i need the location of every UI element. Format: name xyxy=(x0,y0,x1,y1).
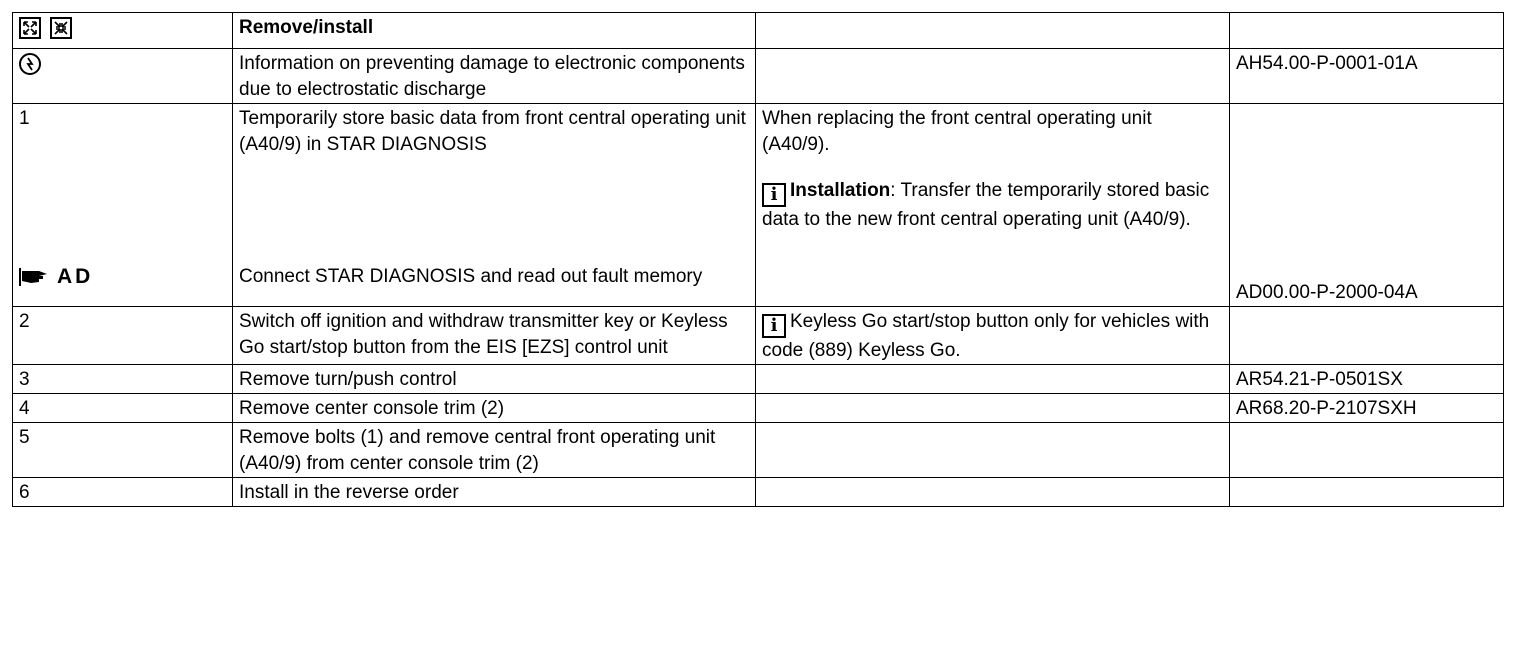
step-number: 2 xyxy=(13,307,233,365)
pointing-hand-icon xyxy=(19,264,93,290)
ref-cell xyxy=(1230,478,1504,507)
step-number: 5 xyxy=(13,423,233,478)
note-cell xyxy=(756,104,1230,307)
info-text: Keyless Go start/stop button only for vehicles with code (889) Keyless Go. xyxy=(762,311,1210,361)
table-row xyxy=(13,478,1504,507)
table-row xyxy=(13,307,1504,365)
ref-cell xyxy=(1230,423,1504,478)
step-number: 4 xyxy=(13,394,233,423)
step-text: Remove turn/push control xyxy=(233,365,756,394)
ref-cell xyxy=(1230,307,1504,365)
info-icon: i xyxy=(762,314,786,338)
note-cell xyxy=(756,423,1230,478)
note-cell xyxy=(756,307,1230,365)
step-text: Install in the reverse order xyxy=(233,478,756,507)
info-bold-label: Installation xyxy=(790,180,891,201)
note-cell xyxy=(756,49,1230,104)
note-cell xyxy=(756,478,1230,507)
reference-link[interactable]: AH54.00-P-0001-01A xyxy=(1230,49,1504,104)
step-text: Information on preventing damage to electronic components due to electrostatic discharge xyxy=(233,49,756,104)
step-number: 3 xyxy=(13,365,233,394)
collapse-icon[interactable] xyxy=(50,17,72,39)
icon-cell xyxy=(13,49,233,104)
ref-cell xyxy=(1230,104,1504,307)
table-row xyxy=(13,104,1504,307)
ad-label: AD xyxy=(57,265,94,288)
step-text: Switch off ignition and withdraw transmitter key or Keyless Go start/stop button from the EIS [EZS] control unit xyxy=(233,307,756,365)
header-ref-cell xyxy=(1230,13,1504,49)
header-note-cell xyxy=(756,13,1230,49)
table-row xyxy=(13,423,1504,478)
step-text: Remove bolts (1) and remove central front operating unit (A40/9) from center console trim (2) xyxy=(233,423,756,478)
step-number: 6 xyxy=(13,478,233,507)
note-text: When replacing the front central operating unit (A40/9). xyxy=(762,108,1152,155)
header-title: Remove/install xyxy=(233,13,756,49)
sub-step-text: Connect STAR DIAGNOSIS and read out fault memory xyxy=(239,266,703,287)
reference-link[interactable]: AD00.00-P-2000-04A xyxy=(1236,282,1418,303)
procedure-table xyxy=(12,12,1504,507)
table-row xyxy=(13,365,1504,394)
step-number-cell xyxy=(13,104,233,307)
expand-icon[interactable] xyxy=(19,17,41,39)
esd-warning-icon xyxy=(19,53,41,75)
step-text-cell xyxy=(233,104,756,307)
icon-cell xyxy=(13,13,233,49)
note-cell xyxy=(756,394,1230,423)
info-note xyxy=(762,178,1223,233)
reference-link[interactable]: AR54.21-P-0501SX xyxy=(1230,365,1504,394)
info-icon: i xyxy=(762,183,786,207)
table-row xyxy=(13,394,1504,423)
note-cell xyxy=(756,365,1230,394)
step-text: Remove center console trim (2) xyxy=(233,394,756,423)
reference-link[interactable]: AR68.20-P-2107SXH xyxy=(1230,394,1504,423)
step-number: 1 xyxy=(19,108,30,129)
table-row xyxy=(13,49,1504,104)
step-text: Temporarily store basic data from front central operating unit (A40/9) in STAR DIAGNOSIS xyxy=(239,108,746,155)
table-header-row xyxy=(13,13,1504,49)
info-text: : Transfer the temporarily stored basic data to the new front central operating unit (A40/9). xyxy=(762,180,1210,230)
